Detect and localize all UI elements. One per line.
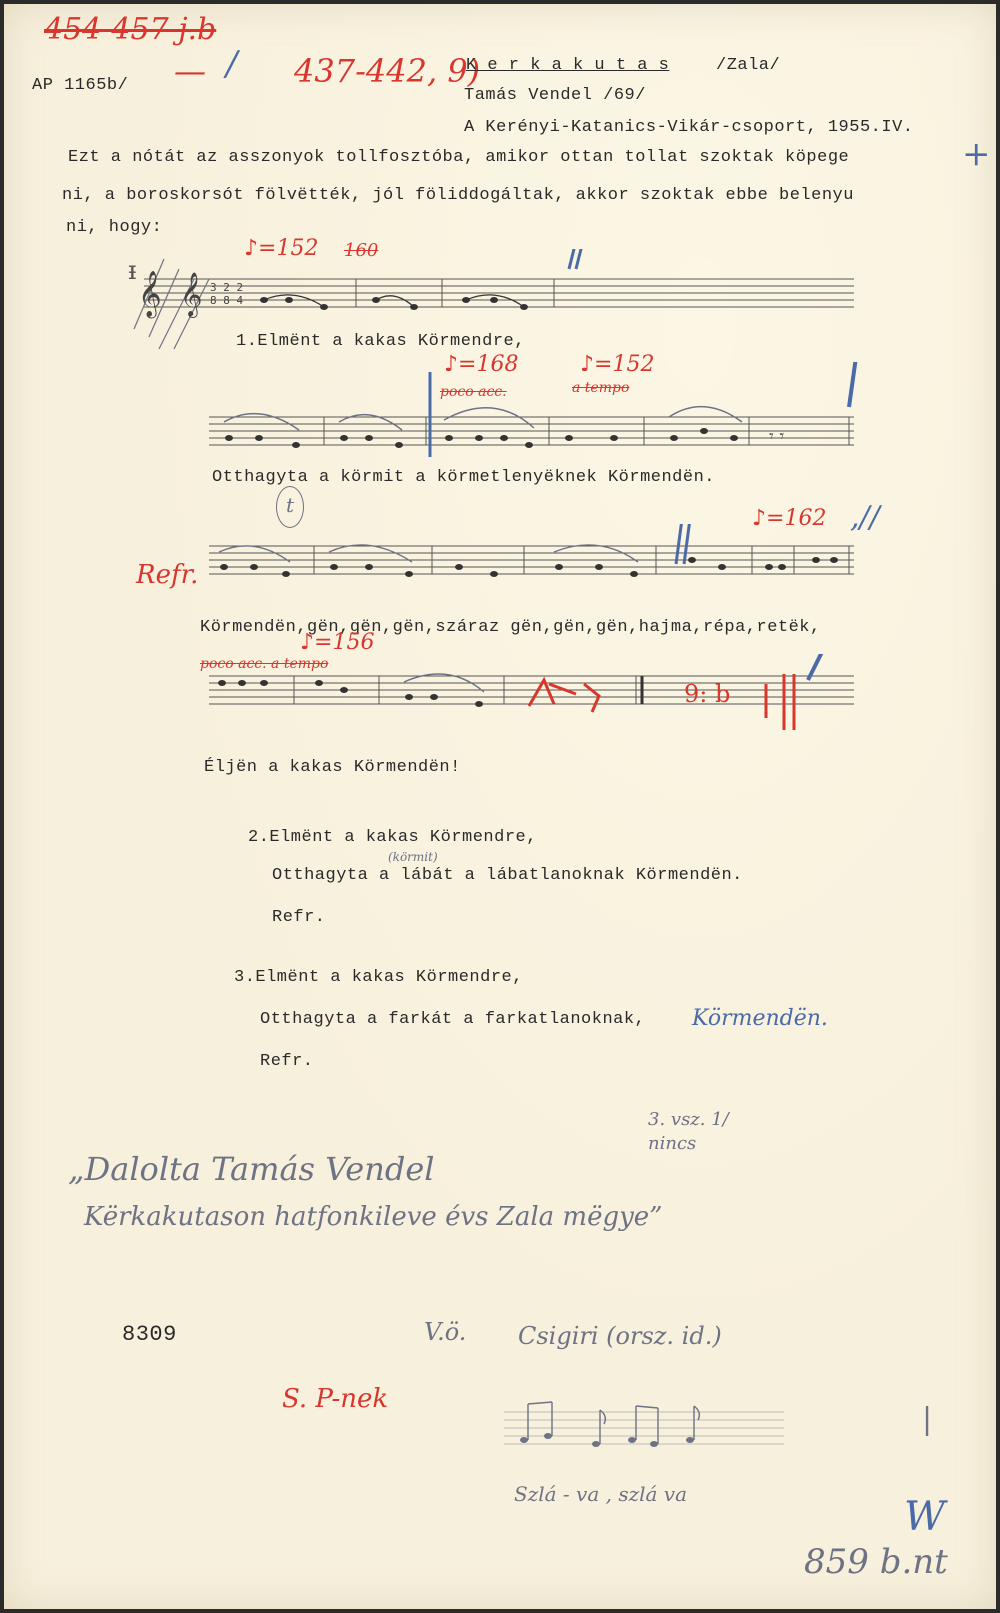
verse-2-refr: Refr.: [272, 908, 326, 927]
verse-3-line-2: Otthagyta a farkát a farkatlanoknak,: [260, 1010, 646, 1029]
verse-3-line-1: 3.Elmënt a kakas Körmendre,: [234, 968, 523, 987]
tempo-mark-5: ♪=156: [300, 630, 375, 655]
music-staff-4: [204, 654, 864, 744]
tempo-struck-5: poco acc. a tempo: [200, 656, 329, 672]
blue-double-bar-marks: ,//: [850, 500, 880, 535]
refr-label: Refr.: [136, 560, 199, 590]
svg-text:𝄞: 𝄞: [138, 271, 162, 317]
svg-text:3 2 2: 3 2 2: [210, 281, 244, 294]
lyrics-line-3: Körmendën,gën,gën,gën,száraz gën,gën,gën,hajma,répa,retëk,: [200, 618, 821, 637]
bottom-catalog-number: 859 b.nt: [804, 1542, 948, 1582]
blue-w-mark: W: [904, 1494, 946, 1540]
red-sp-note: S. P-nek: [282, 1384, 389, 1414]
tempo-mark-1: ♪=152: [244, 236, 319, 261]
intro-line-2: ni, a boroskorsót fölvëtték, jól föliddogáltak, akkor szoktak ebbe belenyu: [62, 186, 854, 205]
verse-3-refr: Refr.: [260, 1052, 314, 1071]
svg-text:ᵻ: ᵻ: [128, 256, 137, 286]
intro-line-3: ni, hogy:: [66, 218, 163, 237]
collectors-line: A Kerényi-Katanics-Vikár-csoport, 1955.IV.: [464, 118, 914, 137]
lyrics-line-4: Éljën a kakas Körmendën!: [204, 758, 461, 777]
singer-name: Tamás Vendel /69/: [464, 86, 646, 105]
syllables-note: Szlá - va , szlá va: [514, 1482, 688, 1506]
pencil-note-line-1: „Dalolta Tamás Vendel: [68, 1150, 435, 1188]
pencil-small-note: 3. vsz. 1/ nincs: [648, 1109, 729, 1154]
pencil-note-line-2: Kërkakutason hatfonkileve évs Zala mëgye”: [84, 1202, 663, 1232]
red-page-range: 437-442, 9): [294, 52, 481, 90]
manuscript-page: [4, 4, 996, 1609]
music-staff-3: [204, 524, 864, 604]
pencil-t-circle-1: t: [276, 486, 304, 528]
tempo-struck-2: poco acc.: [440, 384, 507, 400]
tempo-mark-2: ♪=168: [444, 352, 519, 377]
verse-2-line-1: 2.Elmënt a kakas Körmendre,: [248, 828, 537, 847]
verse-2-line-2: Otthagyta a lábát a lábatlanoknak Körmendën.: [272, 866, 743, 885]
verse-3-handwritten-ending: Körmendën.: [692, 1006, 828, 1031]
blue-margin-mark: +: [962, 134, 991, 174]
tempo-struck-3: a tempo: [572, 380, 630, 396]
svg-text:𝄾 𝄾: 𝄾 𝄾: [769, 426, 785, 447]
tempo-mark-3: ♪=152: [580, 352, 655, 377]
intro-line-1: Ezt a nótát az asszonyok tollfosztóba, amikor ottan tollat szoktak köpege: [68, 148, 850, 167]
village-name: K e r k a k u t a s: [466, 56, 670, 75]
catalog-number: 8309: [122, 1322, 177, 1347]
archive-id: AP 1165b/: [32, 76, 129, 95]
red-dash: —: [174, 52, 206, 90]
csigiri-note: Csigiri (orsz. id.): [518, 1322, 722, 1350]
blue-slash-marks: /: [226, 44, 238, 84]
vo-label: V.ö.: [424, 1318, 467, 1346]
small-pencil-staff: [504, 1394, 794, 1474]
lyrics-line-2: Otthagyta a körmit a körmetlenyëknek Körmendën.: [212, 468, 715, 487]
pencil-margin-stroke: |: [922, 1402, 933, 1437]
final-clef: 9: b: [684, 680, 731, 708]
tempo-mark-4: ♪=162: [752, 506, 827, 531]
svg-text:8 8 4: 8 8 4: [210, 294, 244, 307]
tempo-struck-1: 160: [344, 240, 379, 261]
music-staff-2: [204, 362, 864, 462]
red-page-numbers-top-left: 454-457 j.b: [44, 12, 217, 47]
verse-2-pencil-note: (körmit): [388, 850, 438, 864]
lyrics-line-1: 1.Elmënt a kakas Körmendre,: [236, 332, 525, 351]
county-name: /Zala/: [716, 56, 781, 75]
svg-text:𝄞: 𝄞: [180, 272, 203, 316]
